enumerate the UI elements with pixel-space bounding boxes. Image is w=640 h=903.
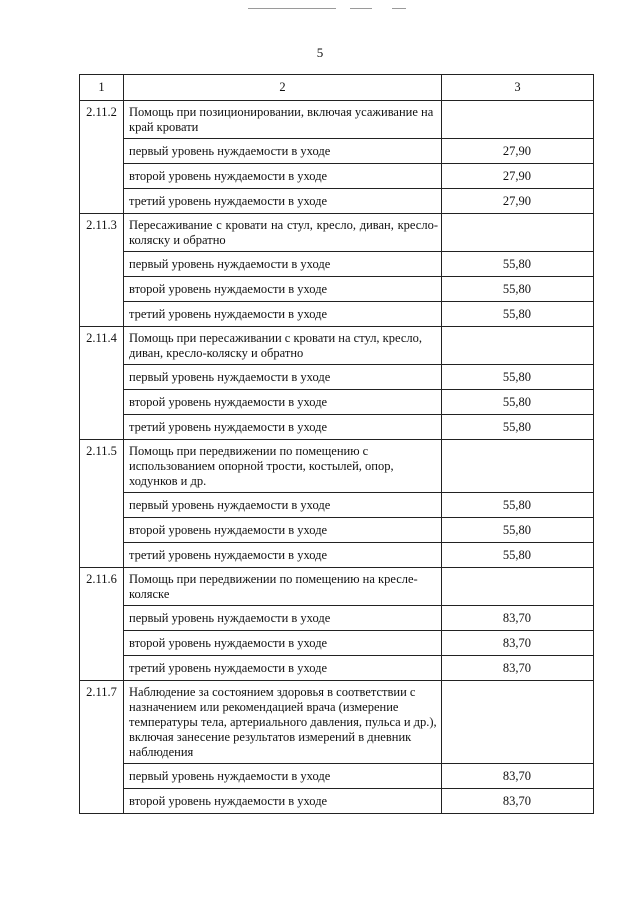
care-level-price: 55,80	[442, 543, 594, 568]
care-level-price: 55,80	[442, 415, 594, 440]
section-title: Помощь при передвижении по помещению с использованием опорной трости, костылей, опор, ходунков и др.	[124, 440, 442, 493]
section-code: 2.11.7	[80, 681, 124, 814]
section-title-row	[80, 568, 594, 606]
table-row	[80, 164, 594, 189]
care-level-label: первый уровень нуждаемости в уходе	[124, 252, 442, 277]
care-level-price: 83,70	[442, 656, 594, 681]
care-level-label: третий уровень нуждаемости в уходе	[124, 189, 442, 214]
column-header-3: 3	[442, 75, 594, 101]
section-price-empty	[442, 214, 594, 252]
care-level-label: третий уровень нуждаемости в уходе	[124, 415, 442, 440]
section-price-empty	[442, 568, 594, 606]
section-title-row	[80, 681, 594, 764]
section-code: 2.11.5	[80, 440, 124, 568]
section-price-empty	[442, 440, 594, 493]
table-row	[80, 656, 594, 681]
care-level-price: 55,80	[442, 390, 594, 415]
page-number: 5	[316, 45, 324, 60]
table-row	[80, 518, 594, 543]
care-level-price: 83,70	[442, 764, 594, 789]
care-level-label: первый уровень нуждаемости в уходе	[124, 365, 442, 390]
section-code: 2.11.3	[80, 214, 124, 327]
care-level-label: третий уровень нуждаемости в уходе	[124, 543, 442, 568]
care-level-label: первый уровень нуждаемости в уходе	[124, 139, 442, 164]
section-title: Помощь при передвижении по помещению на кресле-коляске	[124, 568, 442, 606]
care-level-label: первый уровень нуждаемости в уходе	[124, 764, 442, 789]
section-title: Наблюдение за состоянием здоровья в соответствии с назначением или рекомендацией врача (измерение температуры тела, артериального давления, пульса и др.), включая занесение результатов измерений в дневник наблюдения	[124, 681, 442, 764]
care-level-label: первый уровень нуждаемости в уходе	[124, 493, 442, 518]
section-title: Помощь при пересаживании с кровати на стул, кресло, диван, кресло-коляску и обратно	[124, 327, 442, 365]
care-level-price: 55,80	[442, 518, 594, 543]
care-level-price: 55,80	[442, 302, 594, 327]
care-level-label: второй уровень нуждаемости в уходе	[124, 277, 442, 302]
table-row	[80, 390, 594, 415]
table-row	[80, 789, 594, 814]
care-level-label: первый уровень нуждаемости в уходе	[124, 606, 442, 631]
table-row	[80, 764, 594, 789]
table-row	[80, 543, 594, 568]
column-header-2: 2	[124, 75, 442, 101]
scan-top-mark	[248, 8, 336, 9]
section-title: Помощь при позиционировании, включая усаживание на край кровати	[124, 101, 442, 139]
table-row	[80, 606, 594, 631]
table-row	[80, 302, 594, 327]
section-title-row	[80, 440, 594, 493]
care-level-price: 27,90	[442, 189, 594, 214]
care-level-label: третий уровень нуждаемости в уходе	[124, 302, 442, 327]
care-level-price: 27,90	[442, 139, 594, 164]
table-row	[80, 189, 594, 214]
care-level-price: 83,70	[442, 631, 594, 656]
care-level-label: второй уровень нуждаемости в уходе	[124, 518, 442, 543]
section-price-empty	[442, 327, 594, 365]
care-level-label: второй уровень нуждаемости в уходе	[124, 631, 442, 656]
care-level-label: третий уровень нуждаемости в уходе	[124, 656, 442, 681]
scan-top-mark	[392, 8, 406, 9]
care-level-price: 83,70	[442, 789, 594, 814]
scan-top-mark	[350, 8, 372, 9]
table-row	[80, 415, 594, 440]
care-level-price: 55,80	[442, 277, 594, 302]
care-level-label: второй уровень нуждаемости в уходе	[124, 164, 442, 189]
care-level-label: второй уровень нуждаемости в уходе	[124, 789, 442, 814]
care-level-price: 55,80	[442, 365, 594, 390]
care-level-price: 55,80	[442, 493, 594, 518]
table-row	[80, 252, 594, 277]
section-price-empty	[442, 101, 594, 139]
section-price-empty	[442, 681, 594, 764]
section-code: 2.11.6	[80, 568, 124, 681]
price-table	[79, 74, 594, 814]
table-row	[80, 493, 594, 518]
table-row	[80, 277, 594, 302]
section-title-row	[80, 214, 594, 252]
care-level-price: 55,80	[442, 252, 594, 277]
section-title-row	[80, 101, 594, 139]
care-level-price: 83,70	[442, 606, 594, 631]
table-body	[80, 75, 594, 814]
table-header-row	[80, 75, 594, 101]
column-header-1: 1	[80, 75, 124, 101]
section-title-row	[80, 327, 594, 365]
section-title: Пересаживание с кровати на стул, кресло, диван, кресло-коляску и обратно	[124, 214, 442, 252]
table-row	[80, 365, 594, 390]
table-row	[80, 139, 594, 164]
table-row	[80, 631, 594, 656]
section-code: 2.11.4	[80, 327, 124, 440]
care-level-price: 27,90	[442, 164, 594, 189]
care-level-label: второй уровень нуждаемости в уходе	[124, 390, 442, 415]
section-code: 2.11.2	[80, 101, 124, 214]
